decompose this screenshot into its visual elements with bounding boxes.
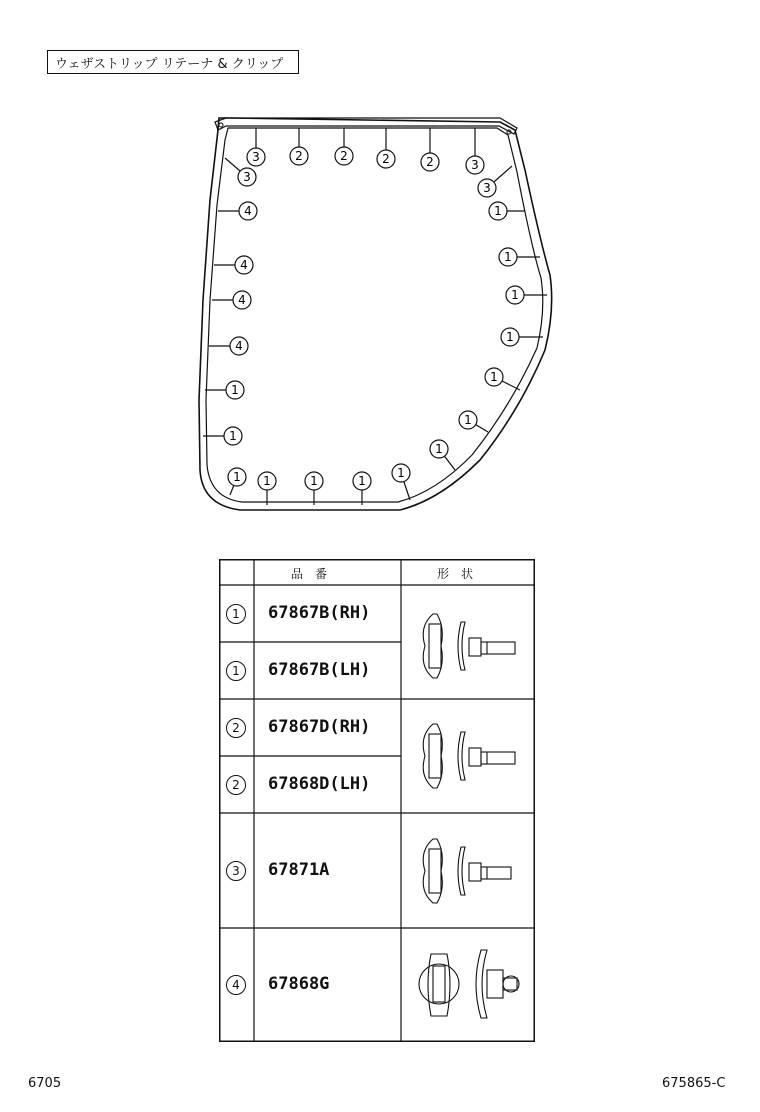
diagram-callout: [203, 427, 242, 445]
callout-label: 1: [397, 466, 405, 480]
diagram-callout: [459, 411, 488, 432]
callout-label: 3: [471, 158, 479, 172]
callout-label: 1: [358, 474, 366, 488]
header-part-number: 品 番: [291, 567, 328, 581]
part-number: 67867B(RH): [268, 603, 371, 623]
retainer-diagram: [0, 0, 760, 540]
clip-shape-2: [423, 724, 515, 788]
diagram-callout: [212, 291, 251, 309]
callout-label: 1: [231, 383, 239, 397]
row-index-circle: 2: [226, 718, 246, 738]
callout-label: 1: [504, 250, 512, 264]
part-number: 67871A: [268, 860, 330, 880]
callout-label: 1: [229, 429, 237, 443]
diagram-callout: [290, 128, 308, 165]
row-index-circle: 4: [226, 975, 246, 995]
part-number: 67868D(LH): [268, 774, 371, 794]
clip-shape-3: [423, 839, 511, 903]
callout-label: 1: [435, 442, 443, 456]
diagram-callout: [489, 202, 525, 220]
row-index-circle: 1: [226, 661, 246, 681]
footer-right-code: 675865-C: [662, 1076, 726, 1091]
diagram-callout: [218, 202, 257, 220]
callout-label: 2: [426, 155, 434, 169]
callout-label: 1: [464, 413, 472, 427]
callout-label: 1: [263, 474, 271, 488]
callout-label: 4: [238, 293, 246, 307]
clip-shape-4: [419, 950, 519, 1018]
part-number: 67867D(RH): [268, 717, 371, 737]
callout-label: 2: [382, 152, 390, 166]
callout-label: 1: [310, 474, 318, 488]
callout-label: 1: [233, 470, 241, 484]
part-number: 67867B(LH): [268, 660, 371, 680]
diagram-callout: [305, 472, 323, 505]
footer-left-code: 6705: [28, 1076, 62, 1091]
diagram-callout: [430, 440, 455, 470]
callout-label: 1: [511, 288, 519, 302]
diagram-callout: [478, 166, 512, 197]
callout-label: 1: [506, 330, 514, 344]
diagram-callout: [466, 128, 484, 174]
diagram-callout: [377, 128, 395, 168]
diagram-callout: [353, 472, 371, 505]
row-index-circle: 2: [226, 775, 246, 795]
parts-table: [219, 559, 535, 1042]
diagram-callout: [258, 472, 276, 505]
callout-label: 2: [295, 149, 303, 163]
header-shape: 形 状: [437, 567, 474, 581]
diagram-callout: [205, 381, 244, 399]
callout-label: 4: [235, 339, 243, 353]
callout-label: 1: [494, 204, 502, 218]
diagram-callout: [421, 128, 439, 171]
diagram-callout: [485, 368, 520, 390]
diagram-callout: [228, 468, 246, 495]
callout-label: 3: [243, 170, 251, 184]
diagram-title: ウェザストリップ リテーナ & クリップ: [47, 50, 299, 74]
part-number: 67868G: [268, 974, 330, 994]
diagram-callout: [209, 337, 248, 355]
callout-label: 2: [340, 149, 348, 163]
callout-label: 3: [252, 150, 260, 164]
row-index-circle: 3: [226, 861, 246, 881]
diagram-callout: [392, 464, 410, 500]
row-index-circle: 1: [226, 604, 246, 624]
diagram-callout: [335, 128, 353, 165]
diagram-callout: [214, 256, 253, 274]
callout-label: 4: [244, 204, 252, 218]
diagram-callout: [501, 328, 543, 346]
diagram-callout: [247, 128, 265, 166]
callout-label: 4: [240, 258, 248, 272]
callout-label: 1: [490, 370, 498, 384]
callout-label: 3: [483, 181, 491, 195]
diagram-callout: [506, 286, 547, 304]
clip-shape-1: [423, 614, 515, 678]
